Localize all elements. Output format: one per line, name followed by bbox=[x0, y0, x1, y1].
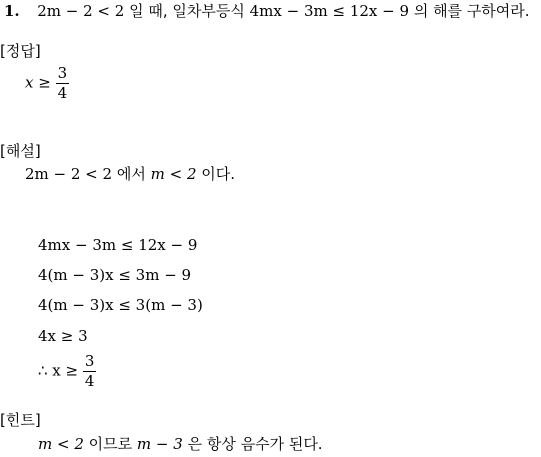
solution-math-b: m < 2 bbox=[150, 165, 197, 183]
solution-step-4: 4x ≥ 3 bbox=[38, 327, 88, 345]
solution-step-2: 4(m − 3)x ≤ 3m − 9 bbox=[38, 266, 192, 284]
hint-line bbox=[38, 437, 323, 452]
answer-header: [정답] bbox=[0, 42, 41, 60]
answer-frac-numerator: 3 bbox=[57, 64, 68, 82]
solution-step-1: 4mx − 3m ≤ 12x − 9 bbox=[38, 236, 198, 254]
solution-step-3: 4(m − 3)x ≤ 3(m − 3) bbox=[38, 296, 203, 314]
solution-final-lhs: ∴ x ≥ bbox=[38, 361, 79, 380]
problem-statement bbox=[4, 4, 530, 19]
problem-text-a: 일 때, 일차부등식 bbox=[129, 2, 245, 20]
solution-final-fraction bbox=[83, 354, 97, 389]
solution-final-numerator: 3 bbox=[84, 352, 95, 370]
answer-lhs: x ≥ bbox=[25, 73, 51, 92]
solution-line-1 bbox=[25, 167, 235, 182]
problem-text-b: 의 해를 구하여라. bbox=[413, 2, 530, 20]
answer-frac-denominator: 4 bbox=[57, 84, 68, 102]
solution-text-a: 에서 bbox=[116, 165, 146, 183]
problem-inequality: 4mx − 3m ≤ 12x − 9 bbox=[249, 2, 410, 20]
solution-final bbox=[38, 354, 96, 389]
solution-header: [해설] bbox=[0, 142, 41, 160]
problem-condition: 2m − 2 < 2 bbox=[37, 2, 125, 20]
hint-header: [힌트] bbox=[0, 411, 41, 429]
problem-number: 1. bbox=[4, 2, 20, 20]
hint-text-a: 이므로 bbox=[88, 435, 133, 453]
hint-text-b: 은 항상 음수가 된다. bbox=[187, 435, 323, 453]
hint-math-b: m − 3 bbox=[136, 435, 183, 453]
answer-expression bbox=[25, 66, 69, 101]
solution-text-b: 이다. bbox=[201, 165, 236, 183]
hint-math-a: m < 2 bbox=[38, 435, 84, 453]
answer-fraction bbox=[56, 66, 70, 101]
solution-math-a: 2m − 2 < 2 bbox=[25, 165, 113, 183]
solution-final-denominator: 4 bbox=[84, 372, 95, 390]
